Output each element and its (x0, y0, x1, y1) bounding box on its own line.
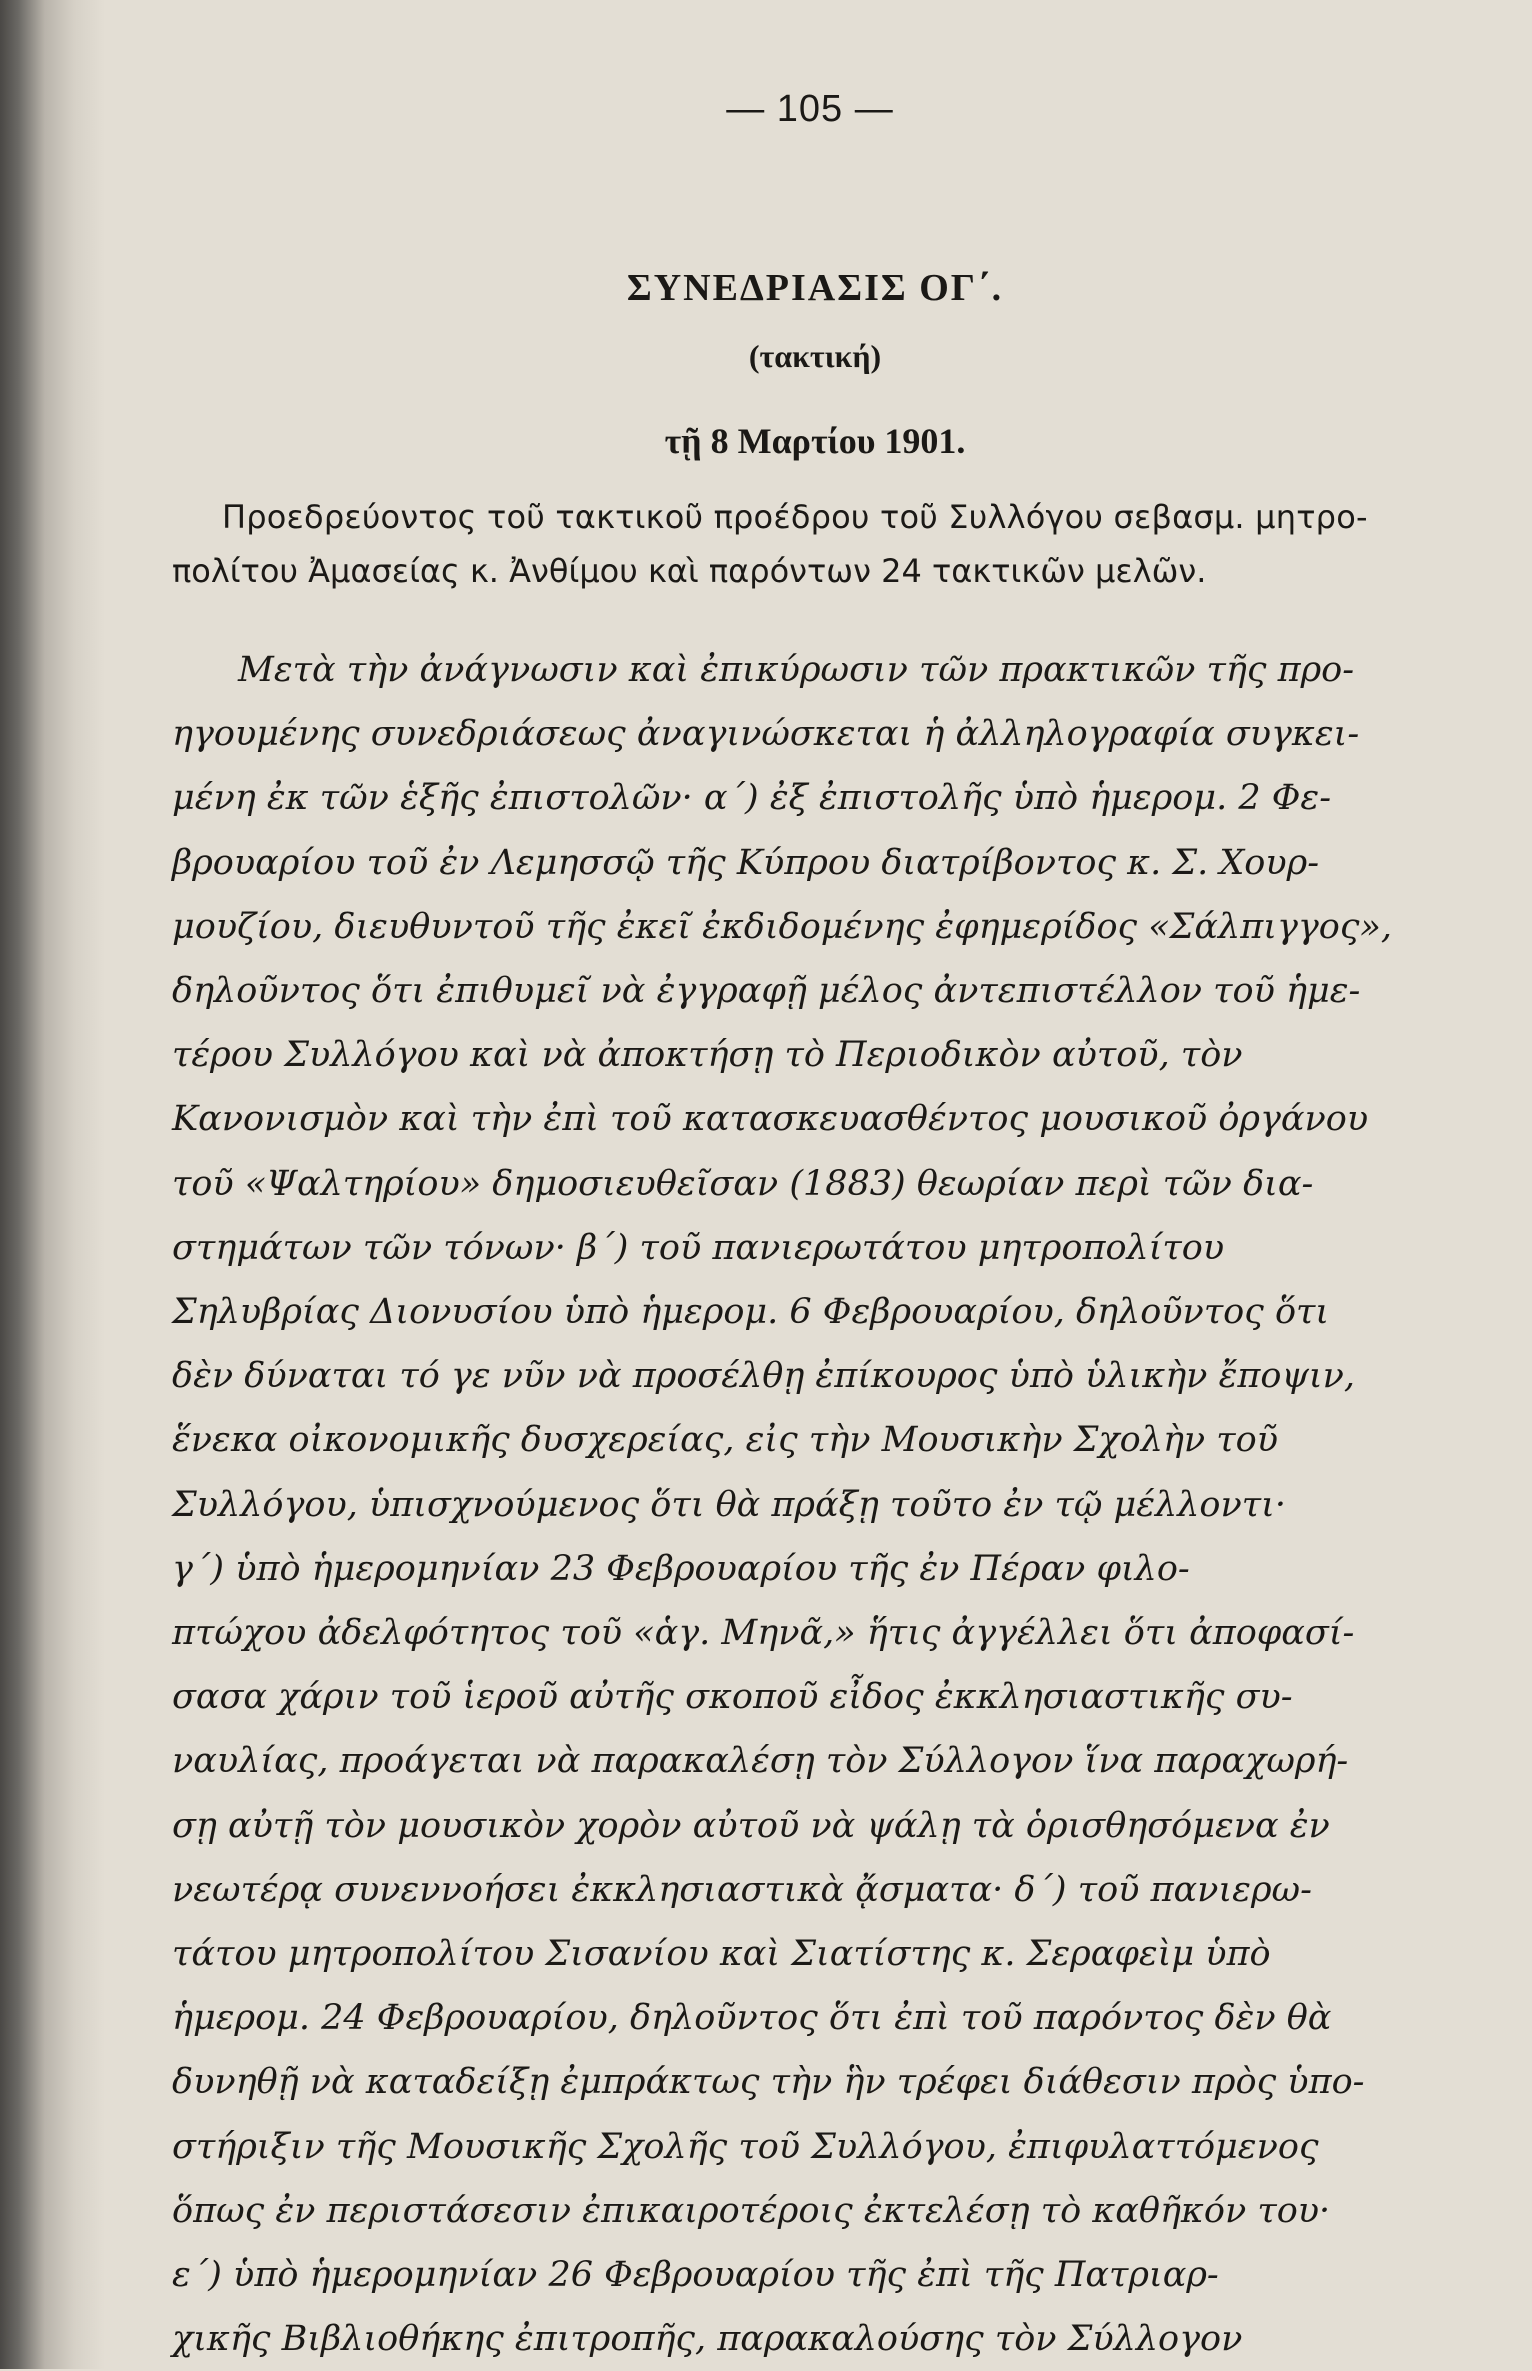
book-page (105, 0, 1532, 2369)
text-line: χικῆς Βιβλιοθήκης ἐπιτροπῆς, παρακαλούσης τὸν Σύλλογον (172, 2319, 1243, 2360)
text-line: γ΄) ὑπὸ ἡμερομηνίαν 23 Φεβρουαρίου τῆς ἐν Πέραν φιλο- (172, 1548, 1190, 1589)
text-line: Μετὰ τὴν ἀνάγνωσιν καὶ ἐπικύρωσιν τῶν πρακτικῶν τῆς προ- (238, 650, 1355, 690)
text-line: σασα χάριν τοῦ ἱεροῦ αὐτῆς σκοποῦ εἶδος ἐκκλησιαστικῆς συ- (172, 1677, 1293, 1718)
text-line: νεωτέρᾳ συνεννοήσει ἐκκλησιαστικὰ ᾄσματα· δ΄) τοῦ πανιερω- (172, 1869, 1312, 1910)
text-line: τάτου μητροπολίτου Σισανίου καὶ Σιατίστης κ. Σεραφεὶμ ὑπὸ (172, 1934, 1271, 1975)
text-line: μένη ἐκ τῶν ἑξῆς ἐπιστολῶν· α΄) ἐξ ἐπιστολῆς ὑπὸ ἡμερομ. 2 Φε- (172, 778, 1332, 819)
correspondence-paragraph (172, 638, 1462, 2371)
text-line: σῃ αὐτῇ τὸν μουσικὸν χορὸν αὐτοῦ νὰ ψάλῃ τὰ ὁρισθησόμενα ἐν (172, 1805, 1330, 1846)
book-gutter-shadow (0, 0, 105, 2369)
text-line: τέρου Συλλόγου καὶ νὰ ἀποκτήσῃ τὸ Περιοδικὸν αὐτοῦ, τὸν (172, 1035, 1243, 1076)
text-line: ναυλίας, προάγεται νὰ παρακαλέσῃ τὸν Σύλλογον ἵνα παραχωρή- (172, 1741, 1349, 1782)
text-line: πτώχου ἀδελφότητος τοῦ «ἁγ. Μηνᾶ,» ἥτις ἀγγέλλει ὅτι ἀποφασί- (172, 1613, 1355, 1654)
text-line: μουζίου, διευθυντοῦ τῆς ἐκεῖ ἐκδιδομένης ἐφημερίδος «Σάλπιγγος», (172, 906, 1393, 947)
attendance-paragraph (172, 490, 1452, 598)
text-line: ἕνεκα οἰκονομικῆς δυσχερείας, εἰς τὴν Μουσικὴν Σχολὴν τοῦ (172, 1420, 1279, 1461)
text-line: βρουαρίου τοῦ ἐν Λεμησσῷ τῆς Κύπρου διατρίβοντος κ. Σ. Χουρ- (172, 842, 1320, 883)
text-line: Προεδρεύοντος τοῦ τακτικοῦ προέδρου τοῦ Συλλόγου σεβασμ. μητρο- (222, 498, 1368, 536)
text-line: δὲν δύναται τό γε νῦν νὰ προσέλθῃ ἐπίκουρος ὑπὸ ὑλικὴν ἔποψιν, (172, 1356, 1356, 1397)
text-line: στημάτων τῶν τόνων· β΄) τοῦ πανιερωτάτου μητροπολίτου (172, 1227, 1225, 1268)
text-line: ὅπως ἐν περιστάσεσιν ἐπικαιροτέροις ἐκτελέσῃ τὸ καθῆκόν του· (172, 2190, 1331, 2231)
page-number: — 105 — (726, 88, 894, 130)
text-line: πολίτου Ἀμασείας κ. Ἀνθίμου καὶ παρόντων 24 τακτικῶν μελῶν. (172, 552, 1207, 590)
text-line: τοῦ «Ψαλτηρίου» δημοσιευθεῖσαν (1883) θεωρίαν περὶ τῶν δια- (172, 1163, 1314, 1204)
text-line: δυνηθῇ νὰ καταδείξῃ ἐμπράκτως τὴν ἣν τρέφει διάθεσιν πρὸς ὑπο- (172, 2062, 1365, 2103)
text-line: Συλλόγου, ὑπισχνούμενος ὅτι θὰ πράξῃ τοῦτο ἐν τῷ μέλλοντι· (172, 1484, 1286, 1525)
text-line: δηλοῦντος ὅτι ἐπιθυμεῖ νὰ ἐγγραφῇ μέλος ἀντεπιστέλλον τοῦ ἡμε- (172, 971, 1361, 1012)
text-line: Κανονισμὸν καὶ τὴν ἐπὶ τοῦ κατασκευασθέντος μουσικοῦ ὀργάνου (172, 1099, 1369, 1140)
text-line: Σηλυβρίας Διονυσίου ὑπὸ ἡμερομ. 6 Φεβρουαρίου, δηλοῦντος ὅτι (172, 1292, 1330, 1333)
session-date: τῇ 8 Μαρτίου 1901. (664, 421, 966, 461)
text-line: ε΄) ὑπὸ ἡμερομηνίαν 26 Φεβρουαρίου τῆς ἐπὶ τῆς Πατριαρ- (172, 2255, 1219, 2296)
session-type: (τακτική) (748, 338, 882, 374)
text-line: στήριξιν τῆς Μουσικῆς Σχολῆς τοῦ Συλλόγου, ἐπιφυλαττόμενος (172, 2126, 1319, 2167)
text-line: ηγουμένης συνεδριάσεως ἀναγινώσκεται ἡ ἀλληλογραφία συγκει- (172, 714, 1360, 755)
text-line: ἡμερομ. 24 Φεβρουαρίου, δηλοῦντος ὅτι ἐπὶ τοῦ παρόντος δὲν θὰ (172, 1998, 1332, 2039)
session-title: ΣΥΝΕΔΡΙΑΣΙΣ ΟΓ΄. (626, 267, 1004, 309)
